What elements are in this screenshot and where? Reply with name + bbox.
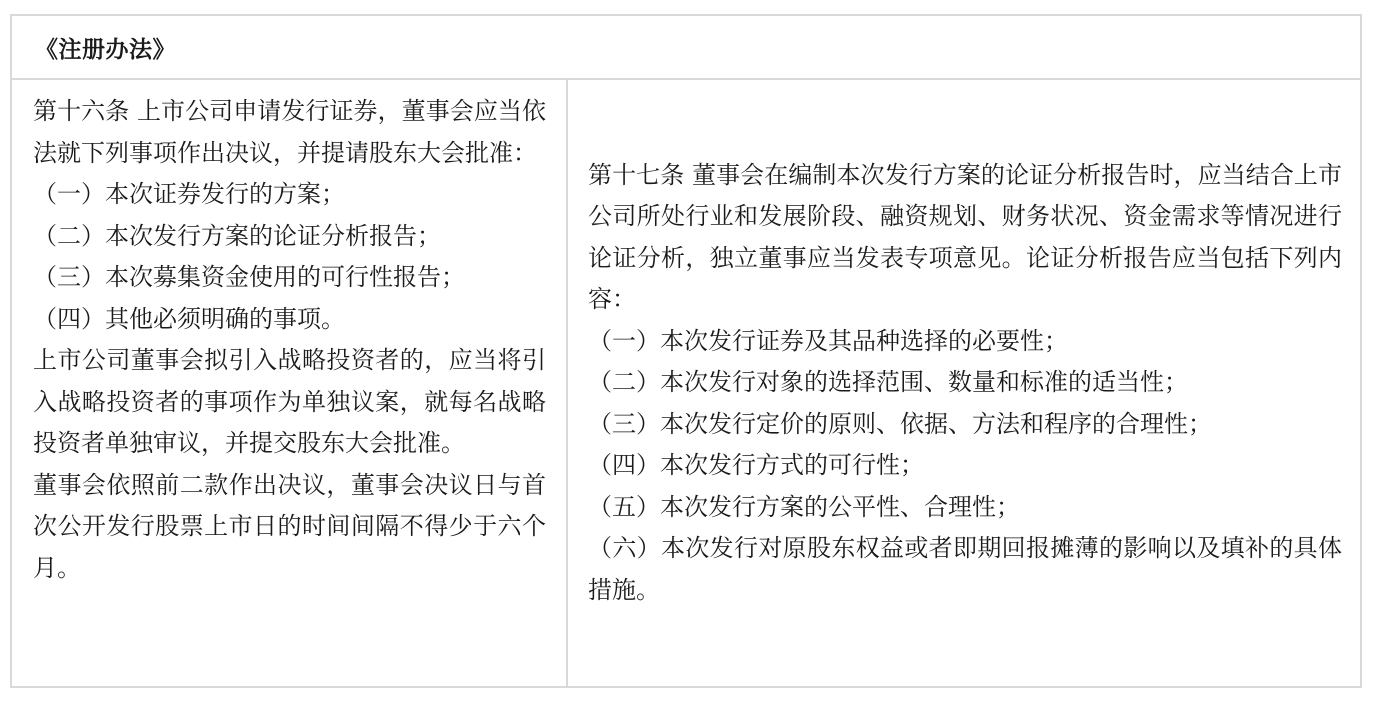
table-title: 《注册办法》 <box>12 16 1360 80</box>
article-16-item-4: （四）其他必须明确的事项。 <box>33 304 345 333</box>
article-16-item-3: （三）本次募集资金使用的可行性报告； <box>33 263 465 291</box>
article-17-item-1: （一）本次发行证券及其品种选择的必要性； <box>588 326 1068 355</box>
article-17-item-6: （六）本次发行对原股东权益或者即期回报摊薄的影响以及填补的具体措施。 <box>588 534 1342 604</box>
left-cell <box>12 80 568 686</box>
article-16-para-3: 董事会依照前二款作出决议，董事会决议日与首次公开发行股票上市日的时间间隔不得少于六个月。 <box>33 470 546 582</box>
article-17-item-2: （二）本次发行对象的选择范围、数量和标准的适当性； <box>588 368 1188 397</box>
right-cell <box>568 80 1360 686</box>
article-17-item-5: （五）本次发行方案的公平性、合理性； <box>588 492 1020 521</box>
article-16-item-1: （一）本次证券发行的方案； <box>33 180 345 208</box>
article-17-item-3: （三）本次发行定价的原则、依据、方法和程序的合理性； <box>588 409 1212 438</box>
article-17-item-4: （四）本次发行方式的可行性； <box>588 451 924 480</box>
article-16-item-2: （二）本次发行方案的论证分析报告； <box>33 221 441 250</box>
article-17-intro: 第十七条 董事会在编制本次发行方案的论证分析报告时，应当结合上市公司所处行业和发展阶段、融资规划、财务状况、资金需求等情况进行论证分析，独立董事应当发表专项意见。论证分析报告应当包括下列内容： <box>588 160 1342 314</box>
regulation-table <box>10 14 1362 688</box>
table-body-row <box>12 80 1360 686</box>
article-16-para-2: 上市公司董事会拟引入战略投资者的，应当将引入战略投资者的事项作为单独议案，就每名战略投资者单独审议，并提交股东大会批准。 <box>33 346 546 457</box>
article-16-intro: 第十六条 上市公司申请发行证券，董事会应当依法就下列事项作出决议，并提请股东大会批准： <box>33 97 546 167</box>
